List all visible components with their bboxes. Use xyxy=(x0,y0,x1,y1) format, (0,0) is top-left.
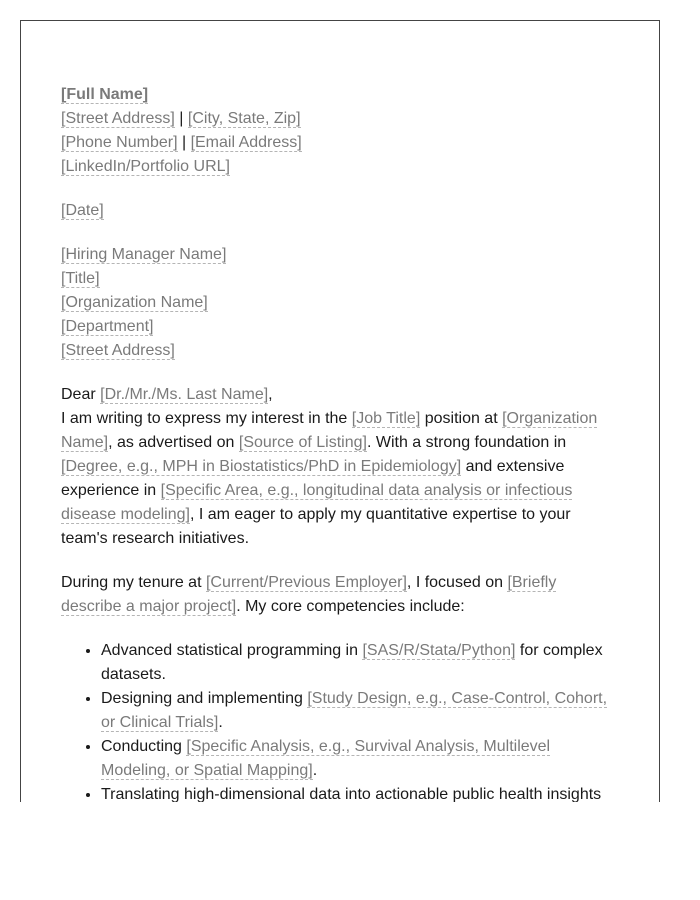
recipient-title[interactable]: [Title] xyxy=(61,270,100,287)
text: I am writing to express my interest in the xyxy=(61,410,352,427)
text: Advanced statistical programming in xyxy=(101,642,363,659)
text: . My core competencies include: xyxy=(236,598,465,615)
project-field[interactable]: [Briefly describe a major project] xyxy=(61,574,557,615)
sender-email[interactable]: [Email Address] xyxy=(190,134,302,151)
date-field[interactable]: [Date] xyxy=(61,202,104,219)
degree-field[interactable]: [Degree, e.g., MPH in Biostatistics/PhD in Epidemiology] xyxy=(61,458,462,475)
recipient-block xyxy=(61,243,621,363)
text: for complex datasets. xyxy=(101,642,603,683)
list-item xyxy=(101,783,621,802)
separator: | xyxy=(177,134,191,151)
recipient-department[interactable]: [Department] xyxy=(61,318,154,335)
letter-content xyxy=(61,83,621,802)
study-design-field[interactable]: [Study Design, e.g., Case-Control, Cohort, or Clinical Trials] xyxy=(101,690,608,731)
competencies-list xyxy=(61,639,621,802)
salutation-name[interactable]: [Dr./Mr./Ms. Last Name] xyxy=(100,386,269,403)
sender-city[interactable]: [City, State, Zip] xyxy=(187,110,301,127)
text: Designing and implementing xyxy=(101,690,308,707)
recipient-manager[interactable]: [Hiring Manager Name] xyxy=(61,246,227,263)
text: , I am eager to apply my quantitative expertise to your team's research initiatives. xyxy=(61,506,571,547)
text: and extensive experience in xyxy=(61,458,565,499)
salutation-and-intro xyxy=(61,383,621,551)
text: Conducting xyxy=(101,738,187,755)
employer-field[interactable]: [Current/Previous Employer] xyxy=(205,574,407,591)
text: , as advertised on xyxy=(108,434,239,451)
letter-page xyxy=(20,20,660,802)
recipient-organization[interactable]: [Organization Name] xyxy=(61,294,208,311)
salutation-suffix: , xyxy=(268,386,273,403)
sender-street[interactable]: [Street Address] xyxy=(61,110,175,127)
text: Translating high-dimensional data into actionable public health insights xyxy=(101,786,602,802)
text: . xyxy=(312,762,318,779)
text: , I focused on xyxy=(406,574,508,591)
list-item xyxy=(101,639,621,687)
source-field[interactable]: [Source of Listing] xyxy=(238,434,367,451)
sender-block xyxy=(61,83,621,179)
sender-phone[interactable]: [Phone Number] xyxy=(61,134,178,151)
programming-field[interactable]: [SAS/R/Stata/Python] xyxy=(362,642,516,659)
intro-paragraph xyxy=(61,410,597,547)
recipient-street[interactable]: [Street Address] xyxy=(61,342,175,359)
sender-linkedin[interactable]: [LinkedIn/Portfolio URL] xyxy=(61,158,230,175)
date-block xyxy=(61,199,621,223)
text: . xyxy=(218,714,223,731)
sender-full-name[interactable]: [Full Name] xyxy=(61,86,149,103)
list-item xyxy=(101,735,621,783)
separator: | xyxy=(174,110,188,127)
specific-analysis-field[interactable]: [Specific Analysis, e.g., Survival Analysis, Multilevel Modeling, or Spatial Mapping] xyxy=(101,738,551,779)
job-title-field[interactable]: [Job Title] xyxy=(351,410,421,427)
text: . With a strong foundation in xyxy=(366,434,567,451)
text: position at xyxy=(420,410,503,427)
salutation xyxy=(61,383,621,407)
specific-area-field[interactable]: [Specific Area, e.g., longitudinal data analysis or infectious disease modeling] xyxy=(61,482,573,523)
text: During my tenure at xyxy=(61,574,206,591)
salutation-prefix: Dear xyxy=(61,386,101,403)
organization-field[interactable]: [Organization Name] xyxy=(61,410,598,451)
tenure-paragraph xyxy=(61,571,621,619)
list-item xyxy=(101,687,621,735)
